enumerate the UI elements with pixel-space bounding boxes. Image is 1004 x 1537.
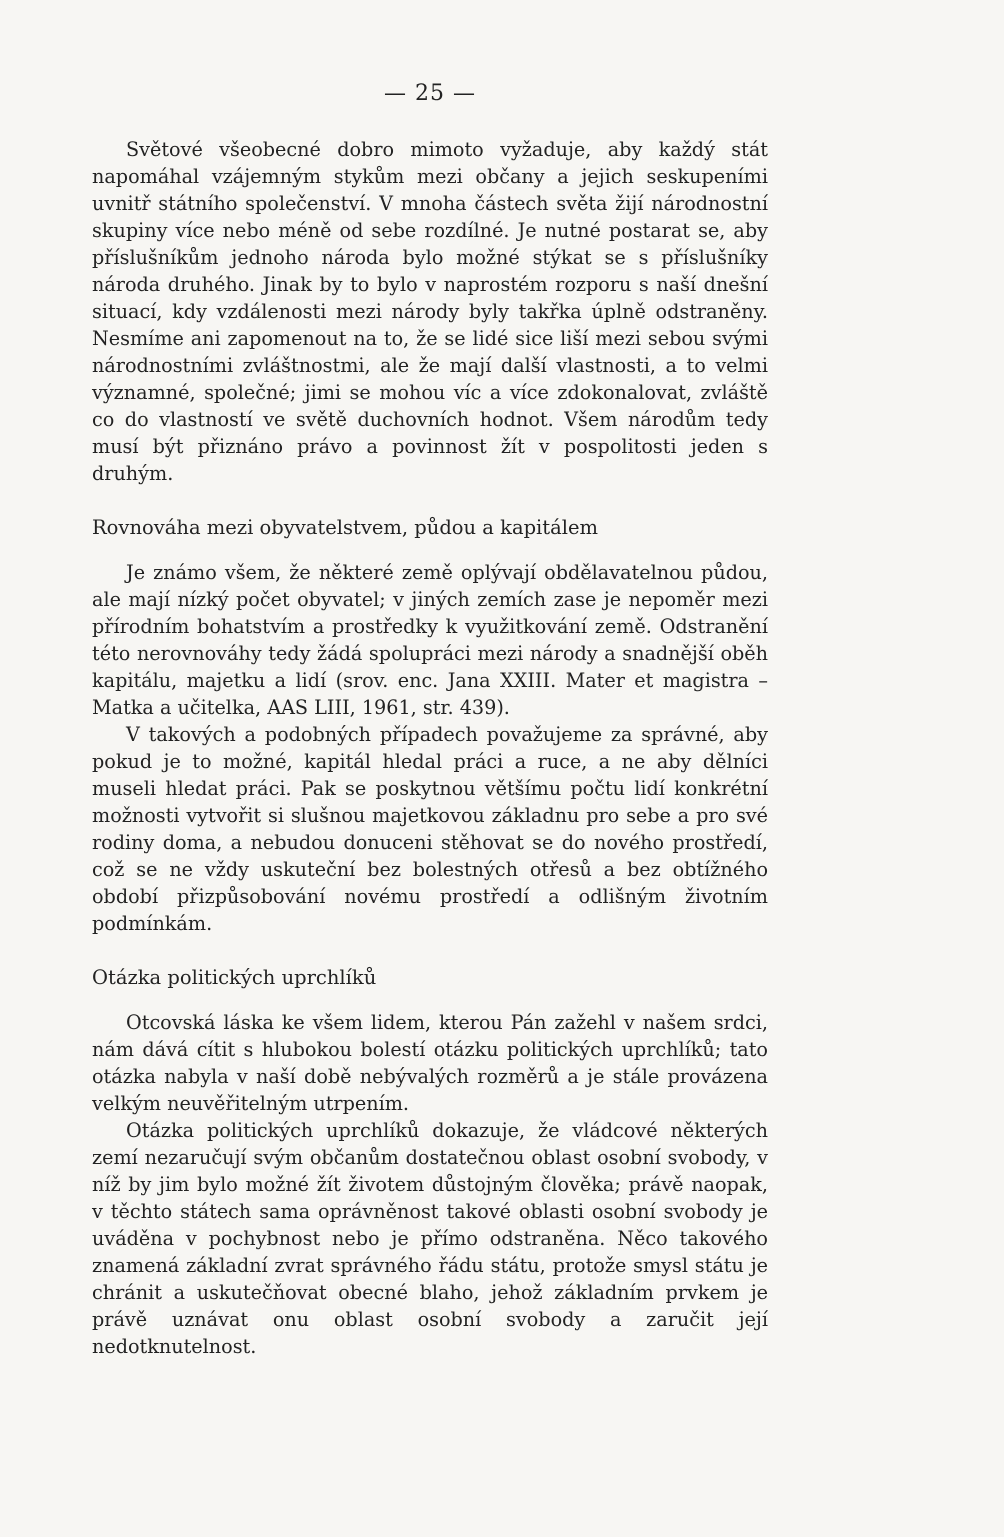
paragraph: Je známo všem, že některé země oplývají obdělavatelnou půdou, ale mají nízký počet obyvatel; v jiných zemích zase je nepoměr mezi přírodním bohatstvím a prostředky k využitkování země. Odstranění této nerovnováhy tedy žádá spolupráci mezi národy a snadnější oběh kapitálu, majetku a lidí (srov. enc. Jana XXIII. Mater et magistra – Matka a učitelka, AAS LIII, 1961, str. 439). — [92, 561, 768, 719]
document-page — [92, 76, 768, 1360]
section-population-balance — [92, 514, 768, 937]
page-number: — 25 — — [384, 81, 476, 106]
section-heading: Otázka politických uprchlíků — [92, 966, 377, 989]
section-heading: Rovnováha mezi obyvatelstvem, půdou a kapitálem — [92, 516, 599, 539]
intro-paragraph: Světové všeobecné dobro mimoto vyžaduje, aby každý stát napomáhal vzájemným stykům mezi občany a jejich seskupeními uvnitř státního společenství. V mnoha částech světa žijí národnostní skupiny více nebo méně od sebe rozdílné. Je nutné postarat se, aby příslušníkům jednoho národa bylo možné stýkat se s příslušníky národa druhého. Jinak by to bylo v naprostém rozporu s naší dnešní situací, kdy vzdálenosti mezi národy byly takřka úplně odstraněny. Nesmíme ani zapomenout na to, že se lidé sice liší mezi sebou svými národnostními zvláštnostmi, ale že mají další vlastnosti, a to velmi významné, společné; jimi se mohou víc a více zdokonalovat, zvláště co do vlastností ve světě duchovních hodnot. Všem národům tedy musí být přiznáno právo a povinnost žít v pospolitosti jeden s druhým. — [92, 138, 768, 485]
paragraph: V takových a podobných případech považujeme za správné, aby pokud je to možné, kapitál hledal práci a ruce, a ne aby dělníci museli hledat práci. Pak se poskytnou většímu počtu lidí konkrétní možnosti vytvořit si slušnou majetkovou základnu pro sebe a pro své rodiny doma, a nebudou donuceni stěhovat se do nového prostředí, což se ne vždy uskuteční bez bolestných otřesů a bez obtížného období přizpůsobování novému prostředí a odlišným životním podmínkám. — [92, 723, 768, 935]
paragraph: Otázka politických uprchlíků dokazuje, že vládcové některých zemí nezaručují svým občanům dostatečnou oblast osobní svobody, v níž by jim bylo možné žít životem důstojným člověka; právě naopak, v těchto státech sama oprávněnost takové oblasti osobní svobody je uváděna v pochybnost nebo je přímo odstraněna. Něco takového znamená základní zvrat správného řádu státu, protože smysl státu je chránit a uskutečňovat obecné blaho, jehož základním prvkem je právě uznávat onu oblast osobní svobody a zaručit její nedotknutelnost. — [92, 1119, 768, 1358]
paragraph: Otcovská láska ke všem lidem, kterou Pán zažehl v našem srdci, nám dává cítit s hlubokou bolestí otázku politických uprchlíků; tato otázka nabyla v naší době nebývalých rozměrů a je stále provázena velkým neuvěřitelným utrpením. — [92, 1011, 768, 1115]
section-political-refugees — [92, 964, 768, 1360]
